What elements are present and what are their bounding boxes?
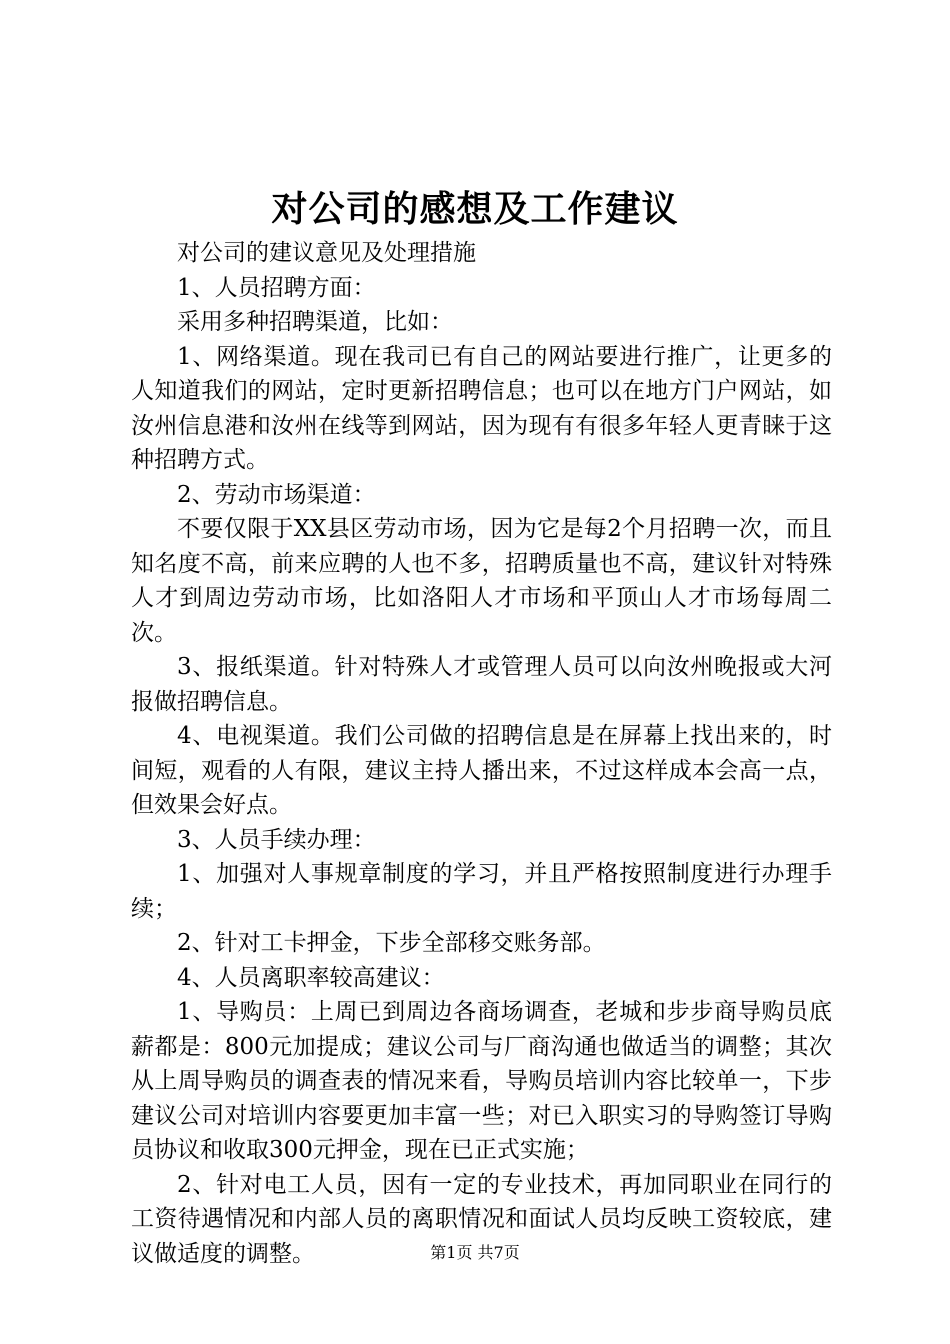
paragraph: 不要仅限于XX县区劳动市场，因为它是每2个月招聘一次，而且知名度不高，前来应聘的人也不多，招聘质量也不高，建议针对特殊人才到周边劳动市场，比如洛阳人才市场和平顶山人才市场每周二次。 xyxy=(131,516,832,646)
paragraph: 3、报纸渠道。针对特殊人才或管理人员可以向汝州晚报或大河报做招聘信息。 xyxy=(131,654,832,715)
document-title: 对公司的感想及工作建议 xyxy=(271,188,679,230)
paragraph: 3、人员手续办理： xyxy=(177,826,376,853)
paragraph: 4、人员离职率较高建议： xyxy=(177,964,445,991)
paragraph: 1、人员招聘方面： xyxy=(177,274,376,301)
document-body xyxy=(131,236,832,1271)
paragraph: 2、劳动市场渠道： xyxy=(177,481,376,508)
paragraph: 4、电视渠道。我们公司做的招聘信息是在屏幕上找出来的，时间短，观看的人有限，建议主持人播出来，不过这样成本会高一点，但效果会好点。 xyxy=(131,723,832,818)
paragraph: 采用多种招聘渠道，比如： xyxy=(177,309,453,335)
paragraph: 2、针对工卡押金，下步全部移交账务部。 xyxy=(177,930,606,956)
paragraph: 对公司的建议意见及处理措施 xyxy=(177,240,476,266)
paragraph: 1、网络渠道。现在我司已有自己的网站要进行推广，让更多的人知道我们的网站，定时更新招聘信息；也可以在地方门户网站，如汝州信息港和汝州在线等到网站，因为现有有很多年轻人更青睐于这种招聘方式。 xyxy=(131,343,832,473)
paragraph: 2、针对电工人员，因有一定的专业技术，再加同职业在同行的工资待遇情况和内部人员的离职情况和面试人员均反映工资较底，建议做适度的调整。 xyxy=(131,1171,832,1267)
page-number-footer: 第1页 共7页 xyxy=(430,1243,520,1262)
paragraph: 1、导购员：上周已到周边各商场调查，老城和步步商导购员底薪都是：800元加提成；建议公司与厂商沟通也做适当的调整；其次从上周导购员的调查表的情况来看，导购员培训内容比较单一，下步建议公司对培训内容要更加丰富一些；对已入职实习的导购签订导购员协议和收取300元押金，现在已正式实施； xyxy=(131,999,832,1163)
paragraph: 1、加强对人事规章制度的学习，并且严格按照制度进行办理手续； xyxy=(131,861,832,922)
